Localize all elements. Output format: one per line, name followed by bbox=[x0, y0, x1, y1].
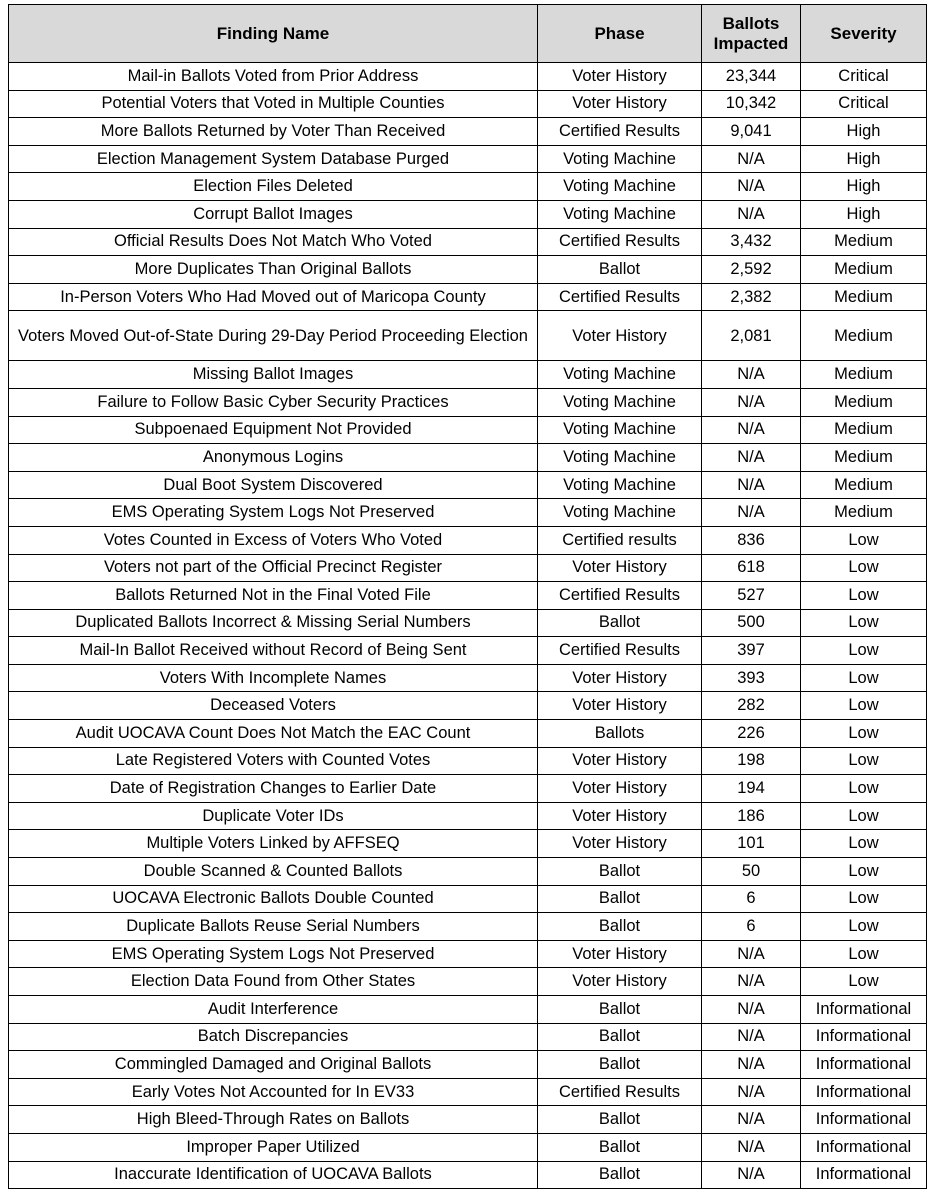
cell-severity: High bbox=[801, 118, 927, 146]
cell-ballots-impacted: 282 bbox=[702, 692, 801, 720]
table-row bbox=[9, 637, 927, 665]
cell-severity: High bbox=[801, 173, 927, 201]
cell-phase: Certified Results bbox=[538, 637, 702, 665]
cell-severity: Medium bbox=[801, 471, 927, 499]
cell-finding-name: Voters With Incomplete Names bbox=[9, 664, 538, 692]
cell-severity: Low bbox=[801, 940, 927, 968]
cell-severity: Informational bbox=[801, 1161, 927, 1189]
cell-severity: Low bbox=[801, 802, 927, 830]
table-row bbox=[9, 1023, 927, 1051]
cell-severity: Low bbox=[801, 637, 927, 665]
cell-ballots-impacted: N/A bbox=[702, 416, 801, 444]
cell-finding-name: Official Results Does Not Match Who Voted bbox=[9, 228, 538, 256]
table-row bbox=[9, 361, 927, 389]
cell-phase: Certified results bbox=[538, 526, 702, 554]
cell-severity: Medium bbox=[801, 444, 927, 472]
cell-phase: Voter History bbox=[538, 664, 702, 692]
table-row bbox=[9, 913, 927, 941]
cell-ballots-impacted: N/A bbox=[702, 145, 801, 173]
cell-phase: Voter History bbox=[538, 747, 702, 775]
table-header bbox=[9, 5, 927, 63]
table-row bbox=[9, 283, 927, 311]
cell-finding-name: Inaccurate Identification of UOCAVA Ballots bbox=[9, 1161, 538, 1189]
cell-severity: Low bbox=[801, 582, 927, 610]
cell-phase: Voting Machine bbox=[538, 499, 702, 527]
cell-severity: Medium bbox=[801, 416, 927, 444]
cell-finding-name: Late Registered Voters with Counted Votes bbox=[9, 747, 538, 775]
cell-phase: Ballot bbox=[538, 609, 702, 637]
cell-phase: Ballot bbox=[538, 1161, 702, 1189]
cell-phase: Ballot bbox=[538, 885, 702, 913]
header-severity: Severity bbox=[801, 5, 927, 63]
cell-finding-name: Corrupt Ballot Images bbox=[9, 200, 538, 228]
cell-finding-name: Mail-In Ballot Received without Record of Being Sent bbox=[9, 637, 538, 665]
cell-ballots-impacted: 836 bbox=[702, 526, 801, 554]
cell-phase: Voting Machine bbox=[538, 444, 702, 472]
cell-phase: Voter History bbox=[538, 90, 702, 118]
cell-finding-name: Batch Discrepancies bbox=[9, 1023, 538, 1051]
table-row bbox=[9, 499, 927, 527]
table-row bbox=[9, 968, 927, 996]
cell-ballots-impacted: N/A bbox=[702, 1078, 801, 1106]
cell-severity: Informational bbox=[801, 1051, 927, 1079]
cell-phase: Ballot bbox=[538, 1051, 702, 1079]
cell-finding-name: Audit UOCAVA Count Does Not Match the EAC Count bbox=[9, 720, 538, 748]
cell-ballots-impacted: 2,081 bbox=[702, 311, 801, 361]
cell-finding-name: Duplicated Ballots Incorrect & Missing Serial Numbers bbox=[9, 609, 538, 637]
cell-finding-name: More Duplicates Than Original Ballots bbox=[9, 256, 538, 284]
cell-severity: High bbox=[801, 145, 927, 173]
cell-ballots-impacted: 397 bbox=[702, 637, 801, 665]
cell-phase: Voting Machine bbox=[538, 471, 702, 499]
table-body bbox=[9, 63, 927, 1189]
cell-severity: Low bbox=[801, 720, 927, 748]
cell-finding-name: Commingled Damaged and Original Ballots bbox=[9, 1051, 538, 1079]
cell-phase: Voting Machine bbox=[538, 145, 702, 173]
cell-severity: Low bbox=[801, 692, 927, 720]
cell-severity: Informational bbox=[801, 1106, 927, 1134]
cell-phase: Certified Results bbox=[538, 1078, 702, 1106]
cell-phase: Ballots bbox=[538, 720, 702, 748]
cell-phase: Ballot bbox=[538, 1106, 702, 1134]
cell-ballots-impacted: N/A bbox=[702, 1161, 801, 1189]
cell-phase: Voting Machine bbox=[538, 173, 702, 201]
cell-finding-name: Election Management System Database Purged bbox=[9, 145, 538, 173]
findings-table bbox=[8, 4, 927, 1189]
table-row bbox=[9, 692, 927, 720]
cell-finding-name: Duplicate Ballots Reuse Serial Numbers bbox=[9, 913, 538, 941]
cell-severity: Informational bbox=[801, 1133, 927, 1161]
cell-ballots-impacted: N/A bbox=[702, 968, 801, 996]
cell-severity: Critical bbox=[801, 90, 927, 118]
cell-ballots-impacted: N/A bbox=[702, 173, 801, 201]
cell-finding-name: Missing Ballot Images bbox=[9, 361, 538, 389]
cell-phase: Voter History bbox=[538, 554, 702, 582]
table-row bbox=[9, 200, 927, 228]
cell-ballots-impacted: N/A bbox=[702, 1106, 801, 1134]
table-row bbox=[9, 554, 927, 582]
cell-phase: Voter History bbox=[538, 802, 702, 830]
cell-finding-name: Election Data Found from Other States bbox=[9, 968, 538, 996]
cell-ballots-impacted: 3,432 bbox=[702, 228, 801, 256]
cell-finding-name: Dual Boot System Discovered bbox=[9, 471, 538, 499]
cell-ballots-impacted: 23,344 bbox=[702, 63, 801, 91]
cell-phase: Ballot bbox=[538, 996, 702, 1024]
cell-ballots-impacted: 194 bbox=[702, 775, 801, 803]
cell-phase: Voter History bbox=[538, 63, 702, 91]
cell-ballots-impacted: 500 bbox=[702, 609, 801, 637]
cell-ballots-impacted: 101 bbox=[702, 830, 801, 858]
table-row bbox=[9, 830, 927, 858]
cell-phase: Certified Results bbox=[538, 283, 702, 311]
cell-ballots-impacted: 198 bbox=[702, 747, 801, 775]
cell-ballots-impacted: 2,382 bbox=[702, 283, 801, 311]
header-row bbox=[9, 5, 927, 63]
table-row bbox=[9, 1078, 927, 1106]
cell-ballots-impacted: N/A bbox=[702, 471, 801, 499]
header-phase: Phase bbox=[538, 5, 702, 63]
cell-finding-name: UOCAVA Electronic Ballots Double Counted bbox=[9, 885, 538, 913]
cell-ballots-impacted: N/A bbox=[702, 996, 801, 1024]
cell-finding-name: EMS Operating System Logs Not Preserved bbox=[9, 499, 538, 527]
header-finding-name: Finding Name bbox=[9, 5, 538, 63]
cell-severity: Medium bbox=[801, 283, 927, 311]
cell-finding-name: Mail-in Ballots Voted from Prior Address bbox=[9, 63, 538, 91]
cell-ballots-impacted: N/A bbox=[702, 940, 801, 968]
cell-severity: Medium bbox=[801, 499, 927, 527]
table-row bbox=[9, 609, 927, 637]
table-row bbox=[9, 802, 927, 830]
cell-phase: Voting Machine bbox=[538, 361, 702, 389]
table-row bbox=[9, 996, 927, 1024]
cell-severity: Informational bbox=[801, 1078, 927, 1106]
cell-finding-name: Audit Interference bbox=[9, 996, 538, 1024]
cell-finding-name: Double Scanned & Counted Ballots bbox=[9, 858, 538, 886]
cell-ballots-impacted: N/A bbox=[702, 200, 801, 228]
cell-ballots-impacted: 527 bbox=[702, 582, 801, 610]
table-row bbox=[9, 720, 927, 748]
cell-finding-name: Potential Voters that Voted in Multiple Counties bbox=[9, 90, 538, 118]
table-row bbox=[9, 63, 927, 91]
cell-ballots-impacted: N/A bbox=[702, 361, 801, 389]
cell-severity: Low bbox=[801, 554, 927, 582]
cell-severity: Medium bbox=[801, 361, 927, 389]
cell-severity: Informational bbox=[801, 1023, 927, 1051]
cell-ballots-impacted: 6 bbox=[702, 913, 801, 941]
cell-phase: Certified Results bbox=[538, 582, 702, 610]
table-row bbox=[9, 1161, 927, 1189]
cell-finding-name: Duplicate Voter IDs bbox=[9, 802, 538, 830]
cell-ballots-impacted: 6 bbox=[702, 885, 801, 913]
table-row bbox=[9, 940, 927, 968]
cell-phase: Voter History bbox=[538, 968, 702, 996]
table-row bbox=[9, 256, 927, 284]
cell-finding-name: In-Person Voters Who Had Moved out of Maricopa County bbox=[9, 283, 538, 311]
cell-finding-name: Deceased Voters bbox=[9, 692, 538, 720]
cell-ballots-impacted: 9,041 bbox=[702, 118, 801, 146]
cell-ballots-impacted: N/A bbox=[702, 444, 801, 472]
table-row bbox=[9, 228, 927, 256]
cell-finding-name: Ballots Returned Not in the Final Voted File bbox=[9, 582, 538, 610]
header-ballots-impacted: Ballots Impacted bbox=[702, 5, 801, 63]
cell-phase: Ballot bbox=[538, 1133, 702, 1161]
cell-ballots-impacted: N/A bbox=[702, 499, 801, 527]
cell-severity: Medium bbox=[801, 311, 927, 361]
cell-ballots-impacted: N/A bbox=[702, 1051, 801, 1079]
cell-finding-name: Early Votes Not Accounted for In EV33 bbox=[9, 1078, 538, 1106]
table-row bbox=[9, 526, 927, 554]
findings-sheet bbox=[8, 4, 926, 1189]
table-row bbox=[9, 775, 927, 803]
table-row bbox=[9, 664, 927, 692]
cell-phase: Voting Machine bbox=[538, 200, 702, 228]
cell-phase: Certified Results bbox=[538, 228, 702, 256]
cell-ballots-impacted: N/A bbox=[702, 388, 801, 416]
cell-finding-name: Voters Moved Out-of-State During 29-Day Period Proceeding Election bbox=[9, 311, 538, 361]
cell-severity: Low bbox=[801, 968, 927, 996]
cell-severity: Low bbox=[801, 526, 927, 554]
cell-severity: Low bbox=[801, 747, 927, 775]
cell-phase: Voter History bbox=[538, 940, 702, 968]
cell-severity: Critical bbox=[801, 63, 927, 91]
cell-ballots-impacted: 393 bbox=[702, 664, 801, 692]
cell-phase: Ballot bbox=[538, 256, 702, 284]
cell-severity: Low bbox=[801, 609, 927, 637]
cell-severity: Low bbox=[801, 858, 927, 886]
cell-finding-name: Failure to Follow Basic Cyber Security Practices bbox=[9, 388, 538, 416]
cell-finding-name: Votes Counted in Excess of Voters Who Voted bbox=[9, 526, 538, 554]
cell-phase: Voting Machine bbox=[538, 416, 702, 444]
cell-ballots-impacted: 618 bbox=[702, 554, 801, 582]
cell-severity: Low bbox=[801, 885, 927, 913]
cell-severity: Medium bbox=[801, 228, 927, 256]
cell-finding-name: Subpoenaed Equipment Not Provided bbox=[9, 416, 538, 444]
cell-finding-name: Multiple Voters Linked by AFFSEQ bbox=[9, 830, 538, 858]
table-row bbox=[9, 145, 927, 173]
cell-phase: Voter History bbox=[538, 692, 702, 720]
cell-finding-name: High Bleed-Through Rates on Ballots bbox=[9, 1106, 538, 1134]
table-row bbox=[9, 885, 927, 913]
cell-severity: Low bbox=[801, 664, 927, 692]
cell-phase: Voter History bbox=[538, 830, 702, 858]
table-row bbox=[9, 1106, 927, 1134]
table-row bbox=[9, 582, 927, 610]
cell-severity: Informational bbox=[801, 996, 927, 1024]
cell-severity: Medium bbox=[801, 388, 927, 416]
cell-ballots-impacted: N/A bbox=[702, 1023, 801, 1051]
table-row bbox=[9, 1133, 927, 1161]
cell-phase: Ballot bbox=[538, 913, 702, 941]
cell-severity: Medium bbox=[801, 256, 927, 284]
cell-severity: Low bbox=[801, 775, 927, 803]
cell-finding-name: Voters not part of the Official Precinct Register bbox=[9, 554, 538, 582]
cell-severity: Low bbox=[801, 830, 927, 858]
cell-phase: Certified Results bbox=[538, 118, 702, 146]
cell-severity: High bbox=[801, 200, 927, 228]
cell-ballots-impacted: 226 bbox=[702, 720, 801, 748]
table-row bbox=[9, 471, 927, 499]
table-row bbox=[9, 1051, 927, 1079]
table-row bbox=[9, 311, 927, 361]
table-row bbox=[9, 90, 927, 118]
table-row bbox=[9, 747, 927, 775]
cell-ballots-impacted: 50 bbox=[702, 858, 801, 886]
table-row bbox=[9, 388, 927, 416]
cell-phase: Ballot bbox=[538, 1023, 702, 1051]
cell-phase: Ballot bbox=[538, 858, 702, 886]
cell-finding-name: Anonymous Logins bbox=[9, 444, 538, 472]
cell-finding-name: Date of Registration Changes to Earlier Date bbox=[9, 775, 538, 803]
cell-finding-name: Election Files Deleted bbox=[9, 173, 538, 201]
cell-severity: Low bbox=[801, 913, 927, 941]
cell-phase: Voter History bbox=[538, 311, 702, 361]
table-row bbox=[9, 858, 927, 886]
table-row bbox=[9, 118, 927, 146]
cell-ballots-impacted: 10,342 bbox=[702, 90, 801, 118]
cell-ballots-impacted: N/A bbox=[702, 1133, 801, 1161]
cell-ballots-impacted: 186 bbox=[702, 802, 801, 830]
table-row bbox=[9, 444, 927, 472]
table-row bbox=[9, 416, 927, 444]
cell-finding-name: More Ballots Returned by Voter Than Received bbox=[9, 118, 538, 146]
cell-finding-name: Improper Paper Utilized bbox=[9, 1133, 538, 1161]
cell-ballots-impacted: 2,592 bbox=[702, 256, 801, 284]
cell-phase: Voting Machine bbox=[538, 388, 702, 416]
cell-finding-name: EMS Operating System Logs Not Preserved bbox=[9, 940, 538, 968]
table-row bbox=[9, 173, 927, 201]
cell-phase: Voter History bbox=[538, 775, 702, 803]
